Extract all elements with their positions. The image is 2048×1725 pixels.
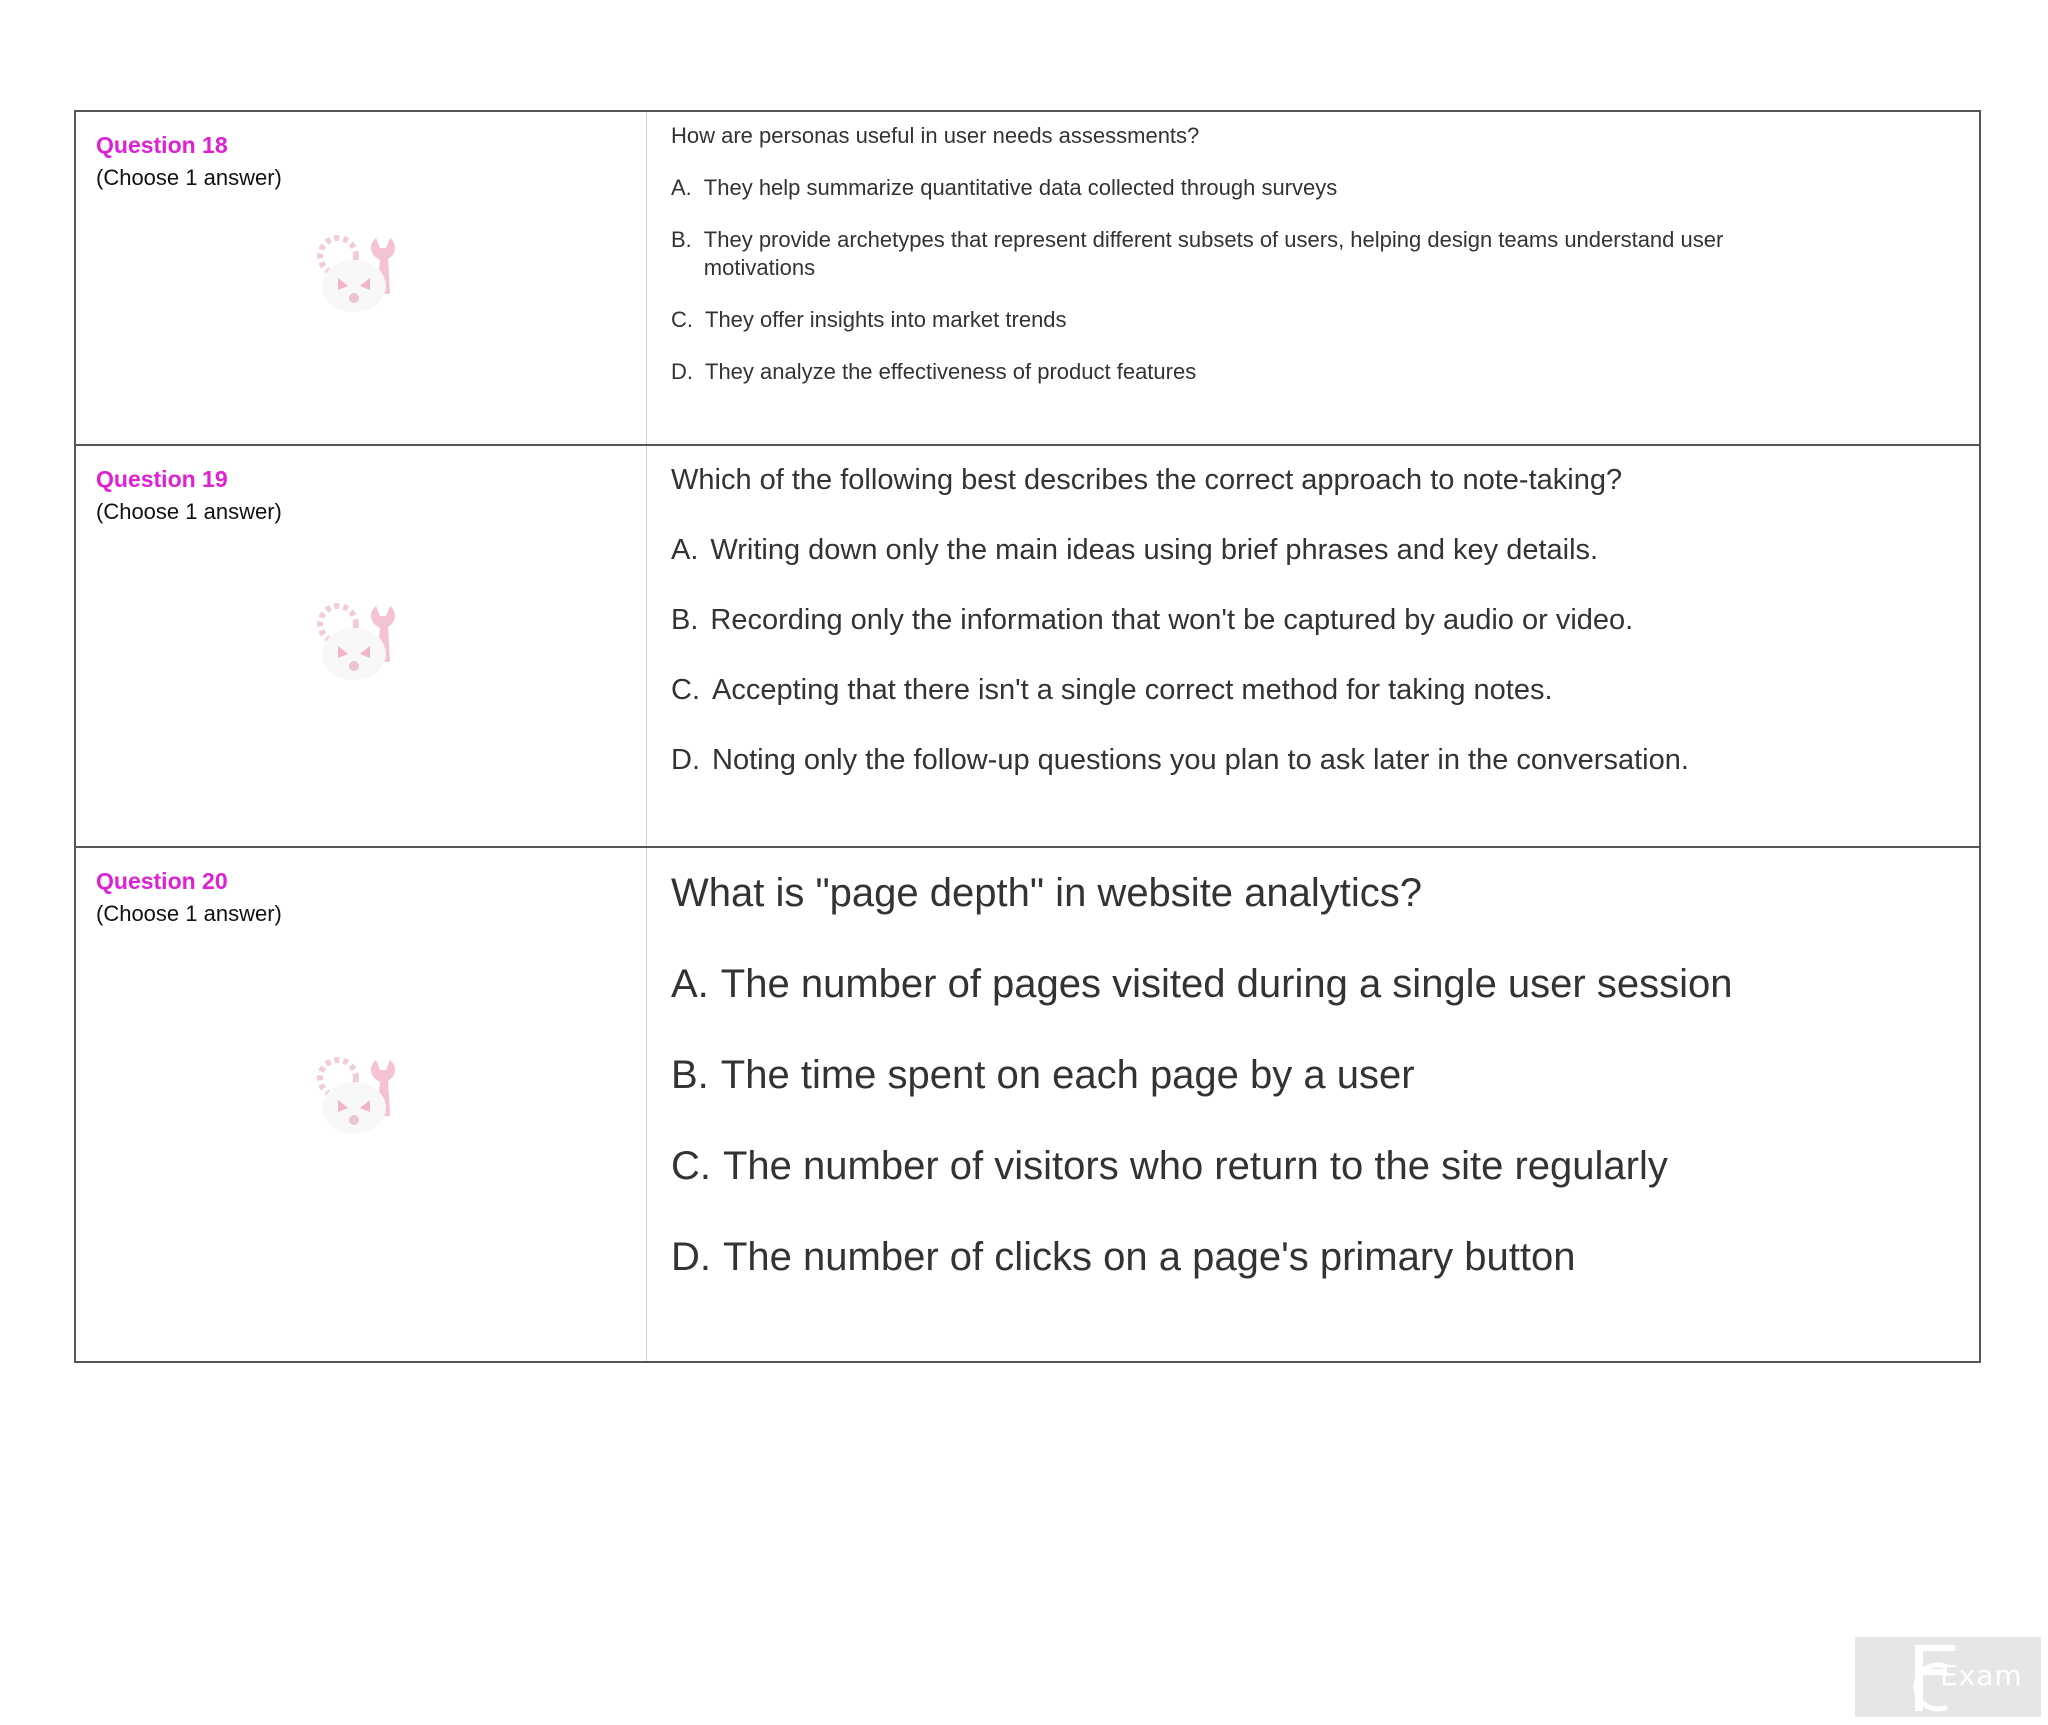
option-letter: A. <box>671 534 699 566</box>
question-meta-cell <box>75 847 647 1362</box>
option-letter: D. <box>671 359 693 384</box>
answer-option-d[interactable] <box>671 358 1819 386</box>
option-letter: C. <box>671 1144 711 1188</box>
option-text: They offer insights into market trends <box>705 307 1067 332</box>
answer-count-hint: (Choose 1 answer) <box>96 499 282 524</box>
answer-option-b[interactable] <box>671 600 1819 640</box>
option-text: The number of pages visited during a single user session <box>720 962 1733 1006</box>
answer-count-hint: (Choose 1 answer) <box>96 165 282 190</box>
watermark-icon <box>308 228 408 318</box>
answer-option-c[interactable] <box>671 1139 1819 1193</box>
logo-text: Exam <box>1940 1659 2023 1692</box>
answer-option-d[interactable] <box>671 740 1819 780</box>
question-row <box>75 847 1980 1362</box>
answer-option-b[interactable] <box>671 226 1819 282</box>
question-stem: Which of the following best describes the correct approach to note-taking? <box>671 464 1623 496</box>
answer-option-d[interactable] <box>671 1230 1819 1284</box>
option-letter: B. <box>671 1053 709 1097</box>
option-text: They help summarize quantitative data collected through surveys <box>703 175 1338 200</box>
question-content-cell <box>647 445 1981 847</box>
question-row <box>75 445 1980 847</box>
question-row <box>75 111 1980 445</box>
answer-option-c[interactable] <box>671 306 1819 334</box>
option-text: Noting only the follow-up questions you plan to ask later in the conversation. <box>712 744 1689 776</box>
question-content-cell <box>647 847 1981 1362</box>
question-meta-cell <box>75 111 647 445</box>
watermark-icon <box>308 1050 408 1140</box>
option-text: Recording only the information that won't be captured by audio or video. <box>710 604 1634 636</box>
option-letter: C. <box>671 674 700 706</box>
question-number: Question 18 <box>96 132 228 158</box>
answer-option-a[interactable] <box>671 174 1819 202</box>
question-number: Question 20 <box>96 868 228 894</box>
option-letter: B. <box>671 227 692 252</box>
answer-option-a[interactable] <box>671 957 1819 1011</box>
option-letter: B. <box>671 604 699 636</box>
answer-option-a[interactable] <box>671 530 1819 570</box>
question-meta-cell <box>75 445 647 847</box>
watermark-icon <box>308 596 408 686</box>
option-text: They analyze the effectiveness of product features <box>705 359 1197 384</box>
option-letter: D. <box>671 1235 711 1279</box>
question-number: Question 19 <box>96 466 228 492</box>
option-letter: D. <box>671 744 700 776</box>
footer-logo <box>1855 1637 2041 1717</box>
option-text: Writing down only the main ideas using brief phrases and key details. <box>710 534 1599 566</box>
option-letter: A. <box>671 962 709 1006</box>
option-text: They provide archetypes that represent different subsets of users, helping design teams understand user motivations <box>703 227 1724 280</box>
option-letter: C. <box>671 307 693 332</box>
option-text: The number of visitors who return to the site regularly <box>723 1144 1668 1188</box>
option-text: The number of clicks on a page's primary button <box>723 1235 1576 1279</box>
answer-count-hint: (Choose 1 answer) <box>96 901 282 926</box>
questions-table <box>74 110 1981 1363</box>
answer-option-b[interactable] <box>671 1048 1819 1102</box>
question-stem: What is "page depth" in website analytics? <box>671 871 1423 915</box>
question-content-cell <box>647 111 1981 445</box>
option-text: The time spent on each page by a user <box>720 1053 1415 1097</box>
option-letter: A. <box>671 175 692 200</box>
option-text: Accepting that there isn't a single correct method for taking notes. <box>712 674 1553 706</box>
answer-option-c[interactable] <box>671 670 1819 710</box>
question-stem: How are personas useful in user needs assessments? <box>671 123 1200 148</box>
